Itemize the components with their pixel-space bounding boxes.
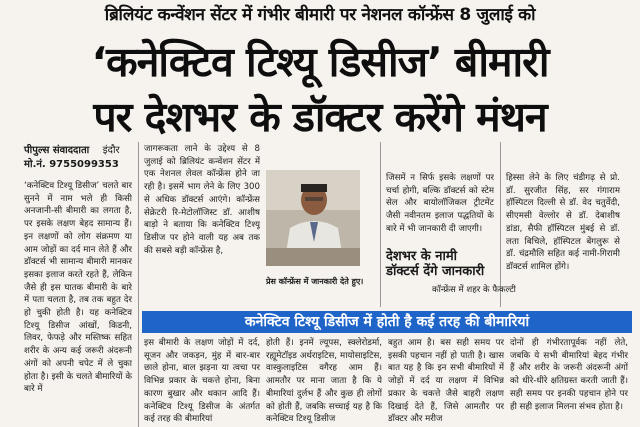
- column-rule: [138, 142, 139, 427]
- dateline-city: इंदौर: [102, 145, 120, 156]
- section-banner: कनेक्टिव टिश्यू डिसीज में होती है कई तरह की बीमारियां: [142, 311, 632, 333]
- subheading-note: कॉन्फ्रेंस में शहर के फैकल्टी: [432, 285, 516, 295]
- reporter-phone: मो.नं. 9755099353: [24, 159, 119, 170]
- reporter-name: पीपुल्स संवाददाता: [24, 145, 90, 156]
- byline: [24, 142, 120, 156]
- lower-column-4: दोनों ही गंभीरतापूर्वक नहीं लेते, जबकि ये सभी बीमारियां बेहद गंभीर हैं और शरीर के जरूरी अंदरूनी अंगों को धीरे-धीरे क्षतिग्रस्त करती जाती हैं। सही समय पर इनकी पहचान होने पर ही सही इलाज मिलना संभव होता है।: [510, 338, 628, 412]
- headline-line-2: पर देशभर के डॉक्टर करेंगे मंथन: [93, 93, 547, 141]
- column-rule: [380, 142, 381, 307]
- article-column-3: जिसमें न सिर्फ इसके लक्षणों पर चर्चा होगी, बल्कि डॉक्टर्स को स्टेम सेल और बायोलॉजिकल ट्रीटमेंट जैसी नवीनतम इलाज पद्धतियों के बारे में भी जानकारी दी जाएगी।: [386, 173, 494, 234]
- headline-line-1: ‘कनेक्टिव टिश्यू डिसीज’ बीमारी: [91, 38, 549, 86]
- article-column-1: ‘कनेक्टिव टिश्यू डिसीज’ चलते बार सुनने में नाम भले ही किसी अनजानी-सी बीमारी का लगता है, पर इसके लक्षण बेहद सामान्य हैं। इन लक्षणों को लोग संक्रमण या आम जोड़ों का दर्द मान लेते हैं और डॉक्टर्स भी सामान्य बीमारी मानकर इसका इलाज करते रहते हैं, लेकिन जैसे ही इस घातक बीमारी के बारे में पता चलता है, तब तक बहुत देर हो चुकी होती है। यह कनेक्टिव टिश्यू डिसीज आंखों, किडनी, लिवर, फेफड़े और मस्तिष्क सहित शरीर के अन्य कई जरूरी अंदरूनी अंगों को अपनी चपेट में ले चुका होता है। इसी के चलते बीमारियों के बारे में: [24, 181, 132, 395]
- article-column-2: जागरूकता लाने के उद्देश्य से 8 जुलाई को ब्रिलियंट कन्वेंशन सेंटर में एक नेशनल लेवल कॉन्फ्रेंस होने जा रही है। इसमें भाग लेने के लिए 300 से अधिक डॉक्टर्स आएंगे। कॉन्फ्रेंस सेक्रेटरी रि-मेटोलॉजिस्ट डॉ. आशीष बाड़ो ने बताया कि कनेक्टिव टिश्यू डिसीज पर होने वाली यह अब तक की सबसे बड़ी कॉन्फ्रेंस है,: [144, 144, 260, 256]
- press-conference-photo: [266, 170, 360, 266]
- subheading: देशभर के नामी डॉक्टर्स देंगे जानकारी: [386, 249, 485, 279]
- photo-caption: प्रेस कॉन्फ्रेंस में जानकारी देते हुए।: [266, 277, 364, 286]
- article-column-4: हिस्सा लेने के लिए चंडीगढ़ से प्रो. डॉ. सुरजीत सिंह, सर गंगाराम हॉस्पिटल दिल्ली से डॉ. वेद चतुर्वेदी, सीएमसी वेल्लोर से डॉ. देबाशीष डांडा, सैफी हॉस्पिटल मुंबई से डॉ. लता बिचिले, हॉस्पिटल बेंगलुरू से डॉ. चंद्रमौलि सहित कई नामी-गिरामी डॉक्टर्स शामिल होंगे।: [506, 173, 620, 272]
- lower-column-3: बहुत आम है। बस सही समय पर इसकी पहचान नहीं हो पाती है। खास बात यह है कि इन सभी बीमारियों में जोड़ों में दर्द या लक्षण में विभिन्न प्रकार के चकत्ते जैसे बाहरी लक्षण दिखाई देते हैं, जिसे आमतौर पर डॉक्टर और मरीज: [388, 338, 504, 425]
- person-photo-image: [266, 170, 360, 266]
- lower-column-1: इस बीमारी के लक्षण जोड़ों में दर्द, सूजन और जकड़न, मुंह में बार-बार छाले होना, बाल झड़ना या त्वचा पर विभिन्न प्रकार के चकत्ते होना, बिना कारण बुखार और थकान आदि हैं। कनेक्टिव टिश्यू डिसीज के अंतर्गत कई तरह की बीमारियां: [144, 338, 260, 425]
- lower-column-2: होती हैं। इनमें ल्यूपस, स्क्लेरोडर्मा, रह्यूमेटॉइड अर्थराइटिस, मायोसाइटिस, वास्कुलाइटिस वगैरह आम हैं। आमतौर पर माना जाता है कि ये बीमारियां दुर्लभ हैं और कुछ ही लोगों को होती हैं, जबकि सच्चाई यह है कि कनेक्टिव टिश्यू डिसीज: [266, 338, 382, 425]
- kicker-headline: ब्रिलियंट कन्वेंशन सेंटर में गंभीर बीमारी पर नेशनल कॉन्फ्रेंस 8 जुलाई को: [104, 5, 536, 25]
